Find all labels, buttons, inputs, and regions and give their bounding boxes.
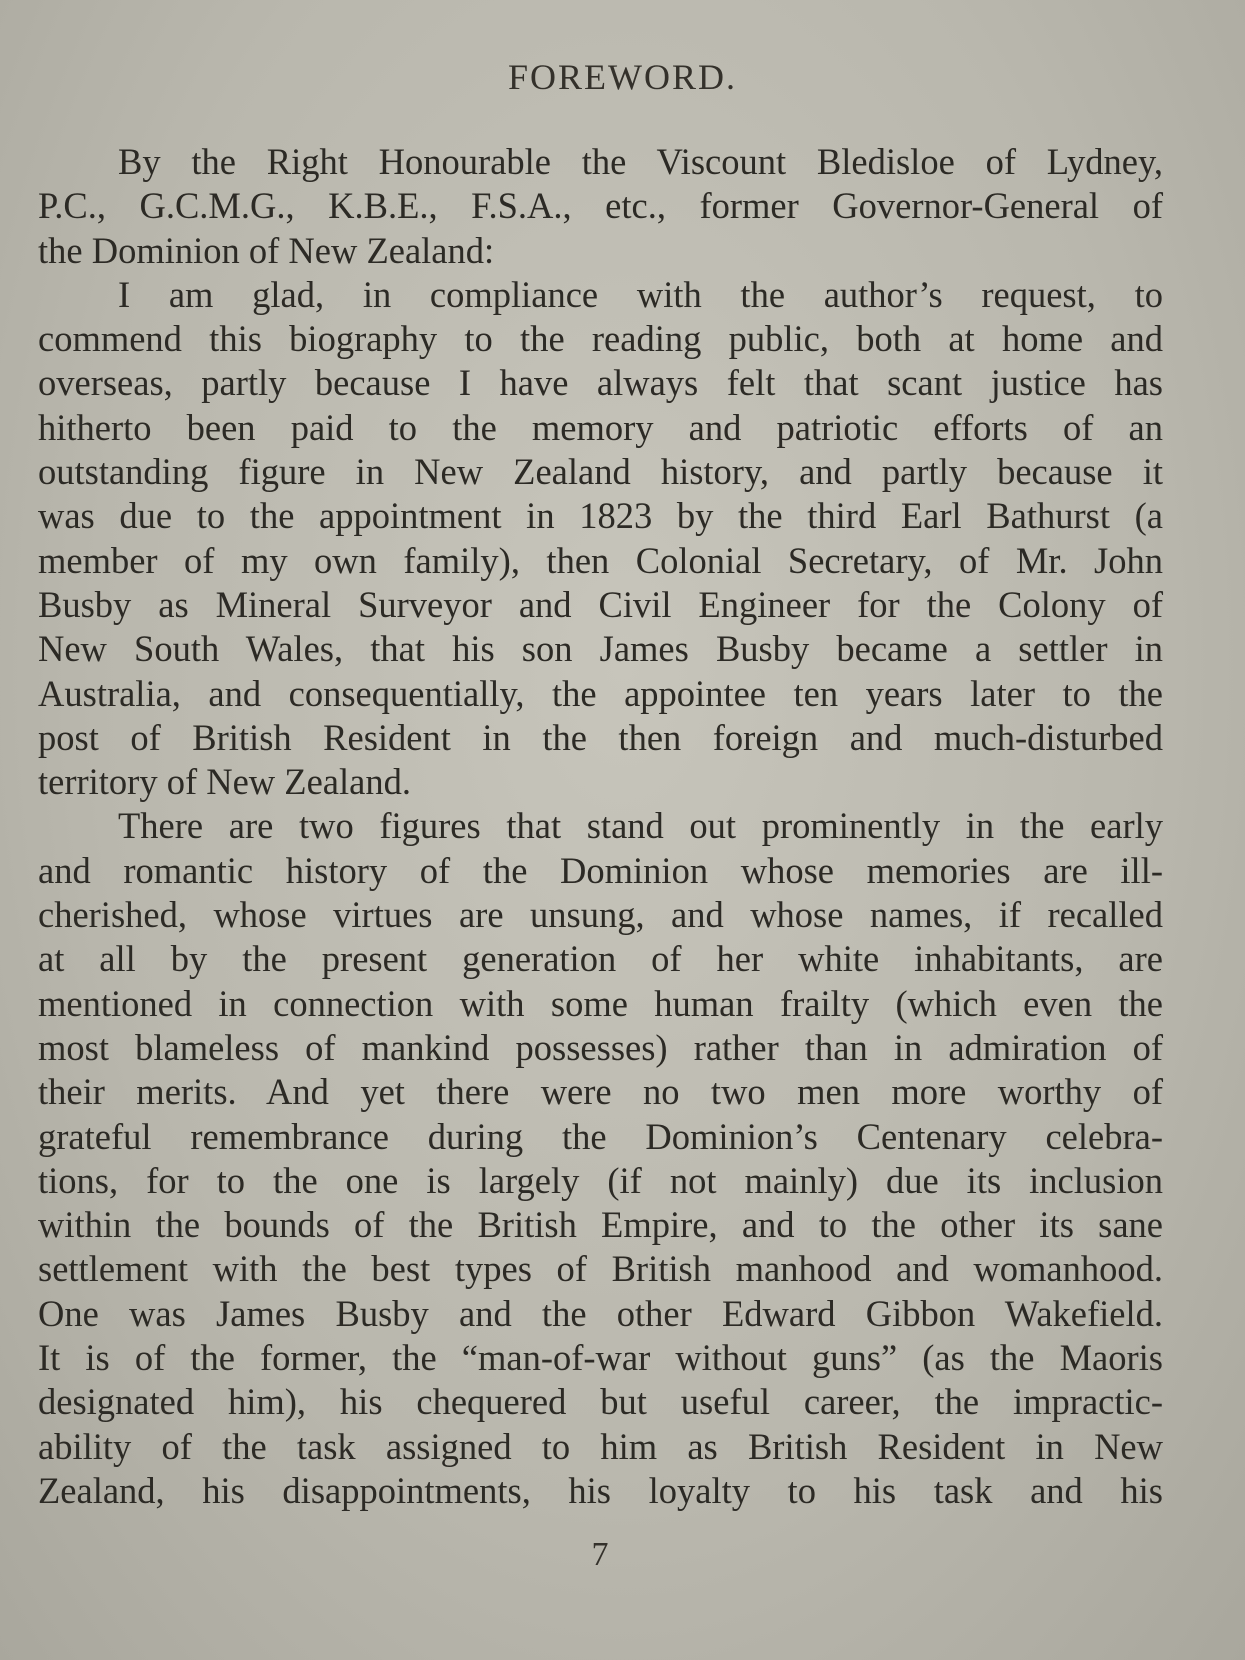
text-line: tions, for to the one is largely (if not mainly) due its inclusion <box>38 1159 1163 1201</box>
text-line: I am glad, in compliance with the author’s request, to <box>118 273 1163 315</box>
text-line: ability of the task assigned to him as British Resident in New <box>38 1425 1163 1467</box>
text-line: One was James Busby and the other Edward Gibbon Wakefield. <box>38 1292 1163 1334</box>
text-line: overseas, partly because I have always felt that scant justice has <box>38 362 1163 404</box>
text-line: Australia, and consequentially, the appointee ten years later to the <box>38 672 1163 714</box>
text-line: New South Wales, that his son James Busby became a settler in <box>38 628 1163 670</box>
text-line: most blameless of mankind possesses) rather than in admiration of <box>38 1026 1163 1068</box>
text-line: Busby as Mineral Surveyor and Civil Engineer for the Colony of <box>38 583 1163 625</box>
page-number: 7 <box>591 1536 609 1573</box>
text-line: settlement with the best types of British manhood and womanhood. <box>38 1248 1163 1290</box>
text-line: member of my own family), then Colonial Secretary, of Mr. John <box>38 539 1163 581</box>
text-line: It is of the former, the “man-of-war without guns” (as the Maoris <box>38 1337 1163 1379</box>
page-heading: FOREWORD. <box>507 57 737 97</box>
text-line: There are two figures that stand out prominently in the early <box>118 805 1163 847</box>
foreword-body <box>38 140 1163 1513</box>
text-line: outstanding figure in New Zealand history, and partly because it <box>38 451 1163 493</box>
text-line: was due to the appointment in 1823 by the third Earl Bathurst (a <box>38 495 1163 537</box>
text-line: P.C., G.C.M.G., K.B.E., F.S.A., etc., former Governor-General of <box>38 185 1163 227</box>
text-line: hitherto been paid to the memory and patriotic efforts of an <box>38 406 1163 448</box>
text-line: commend this biography to the reading public, both at home and <box>38 318 1163 360</box>
text-line: their merits. And yet there were no two men more worthy of <box>38 1071 1163 1113</box>
text-line: mentioned in connection with some human frailty (which even the <box>38 982 1163 1024</box>
text-line: within the bounds of the British Empire, and to the other its sane <box>38 1204 1163 1246</box>
text-line: Zealand, his disappointments, his loyalty to his task and his <box>38 1469 1163 1511</box>
text-line: at all by the present generation of her white inhabitants, are <box>38 938 1163 980</box>
text-line: designated him), his chequered but useful career, the impractic- <box>38 1381 1163 1423</box>
text-line: grateful remembrance during the Dominion’s Centenary celebra- <box>38 1115 1163 1157</box>
text-line: cherished, whose virtues are unsung, and whose names, if recalled <box>38 894 1163 936</box>
text-line: and romantic history of the Dominion whose memories are ill- <box>38 849 1163 891</box>
text-line: post of British Resident in the then foreign and much-disturbed <box>38 716 1163 758</box>
text-line: territory of New Zealand. <box>38 761 411 803</box>
text-line: the Dominion of New Zealand: <box>38 229 495 271</box>
text-line: By the Right Honourable the Viscount Bledisloe of Lydney, <box>118 141 1163 182</box>
